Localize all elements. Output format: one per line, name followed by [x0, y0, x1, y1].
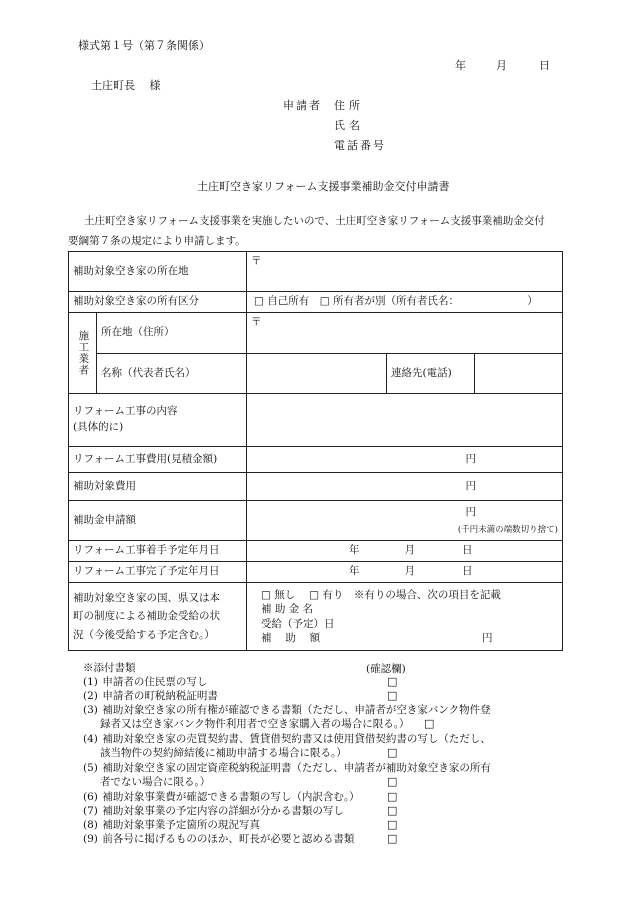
other-subsidy-label — [69, 583, 247, 651]
contact-label: 連絡先(電話) — [387, 354, 475, 394]
attachment-item — [83, 818, 260, 832]
grant-note: (千円未満の端数切り捨て) — [457, 524, 558, 535]
attachment-item — [83, 703, 491, 717]
attachment-checkbox-1[interactable]: □ — [387, 675, 398, 688]
page-title: 土庄町空き家リフォーム支援事業補助金交付申請書 — [197, 180, 450, 193]
attachment-text: 前各号に掲げるもののほか、町長が必要と認める書類 — [102, 833, 355, 845]
other-subsidy-field[interactable] — [247, 583, 563, 651]
attachment-num: (4) — [83, 733, 98, 745]
grant-unit: 円 — [465, 505, 476, 518]
end-date-field[interactable] — [247, 562, 563, 583]
grant-field[interactable] — [247, 501, 563, 541]
attachment-checkbox-3[interactable]: □ — [424, 717, 435, 730]
cost-unit: 円 — [465, 452, 476, 465]
end-year: 年 — [349, 565, 360, 578]
cost-label: リフォーム工事費用(見積金額) — [69, 447, 247, 473]
attachment-num: (7) — [83, 805, 98, 817]
attachment-text-cont: 該当物件の契約締結後に補助申請する場合に限る。） — [100, 747, 347, 759]
attachments-check-heading: (確認欄) — [366, 663, 406, 675]
attachment-text: 申請者の町税納税証明書 — [102, 690, 218, 702]
attachment-text-cont: 者でない場合に限る。） — [100, 776, 211, 788]
grant-label: 補助金申請額 — [69, 501, 247, 541]
contractor-label: 施工業者 — [69, 313, 97, 394]
attachment-num: (8) — [83, 819, 98, 831]
other-subsidy-amount-unit: 円 — [482, 631, 493, 644]
row-eligible — [69, 473, 563, 501]
date-day-label: 日 — [539, 59, 550, 72]
attachment-num: (6) — [83, 791, 98, 803]
location-field[interactable] — [247, 252, 563, 292]
eligible-unit: 円 — [465, 479, 476, 492]
date-month-label: 月 — [496, 59, 507, 72]
row-contractor-name — [69, 354, 563, 394]
row-location — [69, 252, 563, 292]
cost-field[interactable] — [247, 447, 563, 473]
applicant-address-label: 住所 — [334, 99, 364, 112]
row-end-date — [69, 562, 563, 583]
attachment-text: 補助対象空き家の売買契約書、賃貸借契約書又は使用貸借契約書の写し（ただし、 — [102, 733, 491, 745]
end-month: 月 — [404, 565, 415, 578]
row-contractor-address — [69, 313, 563, 354]
attachment-checkbox-7[interactable]: □ — [387, 804, 398, 817]
attachment-num: (5) — [83, 762, 98, 774]
contractor-name-label: 名称（代表者氏名） — [97, 354, 247, 394]
other-subsidy-label-3: 況（今後受給する予定含む。） — [73, 628, 215, 641]
attachment-checkbox-4[interactable]: □ — [387, 746, 398, 759]
applicant-label: 申請者 — [283, 99, 322, 112]
other-subsidy-date-label: 受給（予定）日 — [261, 617, 335, 630]
end-date-label: リフォーム工事完了予定年月日 — [69, 562, 247, 583]
attachment-text: 補助対象事業費が確認できる書類の写し（内訳含む。） — [102, 791, 360, 803]
intro-line-1: 土庄町空き家リフォーム支援事業を実施したいので、土庄町空き家リフォーム支援事業補助金交付 — [84, 215, 545, 227]
attachment-checkbox-6[interactable]: □ — [387, 790, 398, 803]
application-table — [68, 251, 563, 651]
other-subsidy-name-label: 補 助 金 名 — [261, 603, 314, 616]
attachment-item — [83, 761, 491, 775]
addressee: 土庄町長 様 — [91, 79, 161, 92]
attachment-item — [83, 832, 354, 846]
other-subsidy-label-1: 補助対象空き家の国、県又は本 — [73, 591, 220, 604]
ownership-label: 補助対象空き家の所有区分 — [69, 292, 247, 313]
attachment-item — [83, 675, 207, 689]
attachment-num: (1) — [83, 676, 98, 688]
work-content-label-2: (具体的に) — [73, 421, 124, 433]
attachment-text: 補助対象事業の予定内容の詳細が分かる書類の写し — [102, 805, 344, 817]
attachment-text: 補助対象事業予定箇所の現況写真 — [102, 819, 260, 831]
postal-mark: 〒 — [251, 255, 262, 267]
row-work-content — [69, 394, 563, 447]
attachment-text: 補助対象空き家の固定資産税納税証明書（ただし、申請者が補助対象空き家の所有 — [102, 762, 491, 774]
applicant-name-label: 氏名 — [334, 119, 364, 132]
form-number: 様式第１号（第７条関係） — [78, 39, 210, 52]
attachment-item — [83, 790, 360, 804]
attachment-item — [83, 804, 344, 818]
row-cost — [69, 447, 563, 473]
attachment-checkbox-8[interactable]: □ — [387, 818, 398, 831]
row-start-date — [69, 541, 563, 562]
start-day: 日 — [462, 544, 473, 557]
attachment-text: 申請者の住民票の写し — [102, 676, 208, 688]
other-subsidy-amount-label: 補 助 額 — [261, 631, 321, 644]
start-date-label: リフォーム工事着手予定年月日 — [69, 541, 247, 562]
attachment-item — [83, 732, 491, 746]
contractor-postal-mark: 〒 — [251, 316, 262, 328]
end-day: 日 — [462, 565, 473, 578]
attachment-item — [83, 689, 218, 703]
applicant-phone-label: 電話番号 — [334, 139, 386, 152]
attachment-checkbox-5[interactable]: □ — [387, 775, 398, 788]
attachment-checkbox-9[interactable]: □ — [387, 832, 398, 845]
attachment-checkbox-2[interactable]: □ — [387, 689, 398, 702]
start-year: 年 — [349, 544, 360, 557]
start-date-field[interactable] — [247, 541, 563, 562]
attachment-num: (2) — [83, 690, 98, 702]
row-ownership — [69, 292, 563, 313]
contractor-address-field[interactable] — [247, 313, 563, 354]
other-subsidy-label-2: 町の制度による補助金受給の状 — [73, 610, 220, 623]
location-label: 補助対象空き家の所在地 — [69, 252, 247, 292]
contractor-address-label: 所在地（住所） — [97, 313, 247, 354]
date-year-label: 年 — [455, 59, 466, 72]
ownership-options[interactable]: □ 自己所有 □ 所有者が別（所有者氏名： ） — [247, 292, 563, 313]
contact-field[interactable] — [475, 354, 563, 394]
attachment-num: (3) — [83, 704, 98, 716]
work-content-field[interactable] — [247, 394, 563, 447]
attachments-heading: ※添付書類 — [83, 662, 136, 674]
attachment-text-cont: 録者又は空き家バンク物件利用者で空き家購入者の場合に限る。） — [100, 718, 410, 730]
work-content-label — [69, 394, 247, 447]
intro-line-2: 要綱第７条の規定により申請します。 — [68, 235, 246, 247]
attachment-text: 補助対象空き家の所有権が確認できる書類（ただし、申請者が空き家バンク物件登 — [102, 704, 491, 716]
row-other-subsidy — [69, 583, 563, 651]
other-subsidy-options[interactable]: □ 無し □ 有り ※有りの場合、次の項目を記載 — [261, 589, 501, 602]
work-content-label-1: リフォーム工事の内容 — [73, 405, 178, 418]
attachment-num: (9) — [83, 833, 98, 845]
row-grant — [69, 501, 563, 541]
contractor-name-field[interactable] — [247, 354, 387, 394]
start-month: 月 — [404, 544, 415, 557]
eligible-field[interactable] — [247, 473, 563, 501]
eligible-label: 補助対象費用 — [69, 473, 247, 501]
